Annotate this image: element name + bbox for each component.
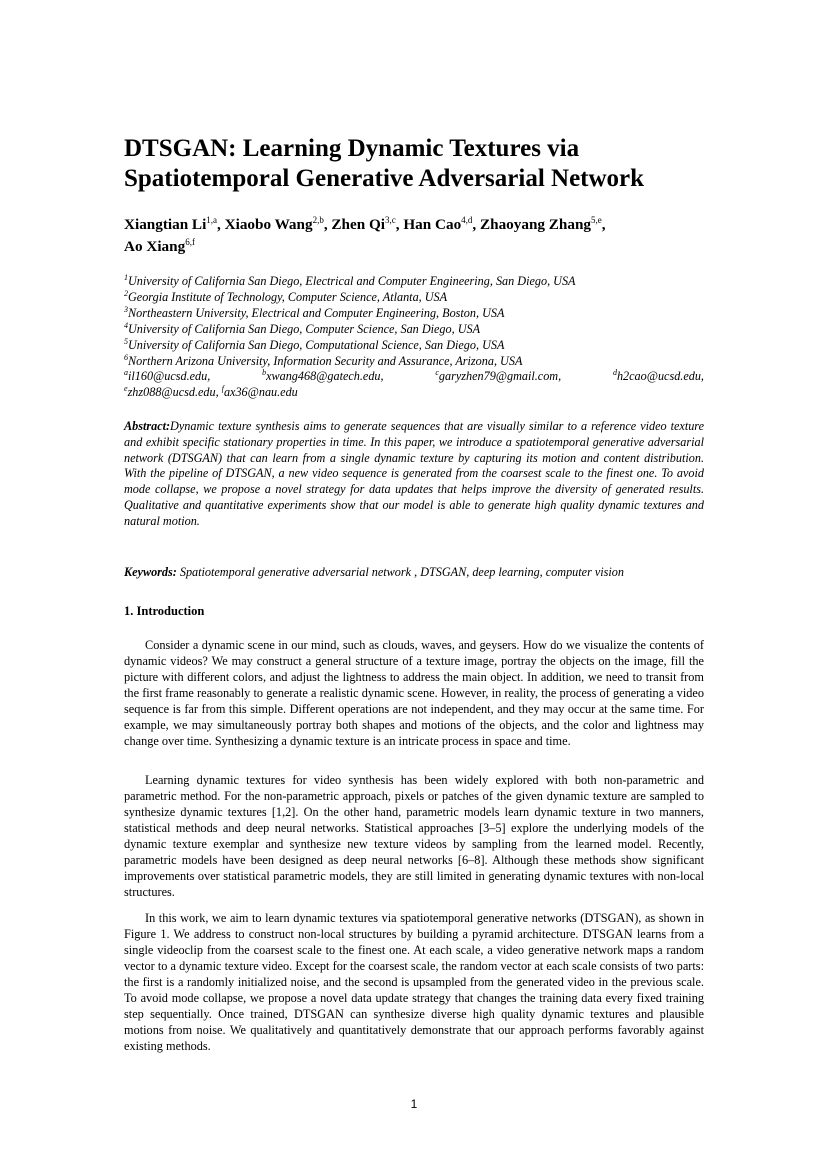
affiliation-text: Northern Arizona University, Information Security and Assurance, Arizona, USA	[128, 353, 523, 368]
author	[331, 216, 403, 233]
email-text: ax36@nau.edu	[223, 385, 298, 400]
keywords-label: Keywords:	[124, 565, 177, 579]
affiliation-text: University of California San Diego, Computational Science, San Diego, USA	[128, 337, 505, 352]
title-line-1: DTSGAN: Learning Dynamic Textures via	[124, 135, 580, 162]
affiliation-list	[124, 274, 714, 401]
author-sep: ,	[601, 216, 606, 233]
body-paragraph: In this work, we aim to learn dynamic textures via spatiotemporal generative networks (DTSGAN), as shown in Figure 1. We address to construct non-local structures by building a pyramid architecture. DTSGAN learns from a single videoclip from the coarsest scale to the finest one. At each scale, a video generative network maps a random vector to a dynamic texture video. Except for the coarsest scale, the random vector at each scale consists of two parts: the first is a randomly initialized noise, and the second is upsampled from the generated video in the previous scale. To avoid mode collapse, we propose a novel data update strategy that changes the training data every fixed training step sequentially. Once trained, DTSGAN can synthesize diverse high quality dynamic textures and plausible motions from noise. We qualitatively and quantitatively demonstrate that our approach performs favorably against existing methods.	[124, 911, 704, 1053]
email-text: zhz088@ucsd.edu,	[127, 385, 222, 400]
affiliation-sup: 4	[124, 320, 128, 330]
affiliation-item	[124, 306, 714, 322]
section-heading: 1. Introduction	[124, 604, 205, 618]
author	[403, 216, 480, 233]
title-line-2: Spatiotemporal Generative Adversarial Network	[124, 165, 645, 192]
affiliation-sup: 2	[124, 288, 128, 298]
email-text: xwang468@gatech.edu,	[266, 369, 384, 384]
affiliation-item	[124, 322, 714, 338]
email-item	[262, 369, 384, 385]
author-sep: ,	[217, 216, 225, 233]
author-sup: 1,a	[206, 215, 218, 225]
affiliation-item	[124, 338, 714, 354]
affiliation-text: Georgia Institute of Technology, Computer Science, Atlanta, USA	[128, 289, 448, 304]
body-paragraph: Learning dynamic textures for video synthesis has been widely explored with both non-parametric and parametric method. For the non-parametric approach, pixels or patches of the given dynamic texture are sampled to synthesize dynamic textures [1,2]. On the other hand, parametric models learn dynamic texture in two manners, statistical methods and deep neural networks. Statistical approaches [3–5] explore the underlying models of the dynamic texture exemplar and synthesize new texture videos by sampling from the learned model. Recently, parametric models have been designed as deep neural networks [6–8]. Although these methods show significant improvements over statistical parametric models, they are still limited in generating dynamic textures with non-local structures.	[124, 773, 704, 899]
email-row-1	[124, 369, 704, 385]
email-sup: f	[221, 384, 224, 394]
author	[480, 216, 606, 233]
body-paragraph: Consider a dynamic scene in our mind, such as clouds, waves, and geysers. How do we visualize the contents of dynamic videos? We may construct a general structure of a texture image, portray the objects on the image, fill the picture with different colors, and adjust the lightness to address the main object. In addition, we need to transit from the first frame reasonably to generate a realistic dynamic scene. However, in reality, the process of generating a video sequence is far from this simple. Different operations are not independent, and they may occur at the same time. For example, we may simultaneously portray both shapes and motions of the objects, and the color and lightness may change over time. Synthesizing a dynamic texture is an intricate process in space and time.	[124, 638, 704, 748]
author-name: Xiangtian Li	[124, 216, 207, 233]
keywords	[124, 564, 714, 580]
author-name: Ao Xiang	[124, 238, 186, 255]
author-sep: ,	[323, 216, 332, 233]
email-text: h2cao@ucsd.edu,	[616, 369, 704, 384]
author-sep: ,	[395, 216, 404, 233]
author	[124, 238, 195, 255]
affiliation-sup: 1	[124, 273, 128, 282]
email-item	[435, 369, 561, 385]
author-sep: ,	[472, 216, 481, 233]
abstract	[124, 419, 704, 530]
affiliation-text: University of California San Diego, Computer Science, San Diego, USA	[128, 321, 481, 336]
email-item	[124, 369, 210, 385]
email-row-2	[124, 385, 714, 401]
author-sup: 6,f	[185, 237, 195, 247]
affiliation-item	[124, 354, 714, 370]
author-sup: 4,d	[461, 215, 473, 225]
abstract-label: Abstract:	[124, 419, 171, 433]
affiliation-item	[124, 290, 714, 306]
affiliation-sup: 5	[124, 336, 128, 346]
author-sup: 3,c	[385, 215, 396, 225]
abstract-text: Dynamic texture synthesis aims to generate sequences that are visually similar to a reference video texture and exhibit specific stationary properties in time. In this paper, we introduce a spatiotemporal generative adversarial network (DTSGAN) that can learn from a single dynamic texture by capturing its motion and content distribution. With the pipeline of DTSGAN, a new video sequence is generated from the coarsest scale to the finest one. To avoid mode collapse, we propose a novel strategy for data updates that helps improve the diversity of generated results. Qualitative and quantitative experiments show that our model is able to generate high quality dynamic textures and natural motion.	[124, 419, 704, 528]
email-sup: c	[435, 368, 439, 378]
paper-title	[124, 134, 724, 194]
email-sup: e	[124, 384, 128, 394]
author-sup: 2,b	[312, 215, 324, 225]
email-sup: d	[612, 368, 617, 378]
author	[225, 216, 332, 233]
email-sup: b	[262, 368, 267, 378]
email-item	[613, 369, 704, 385]
affiliation-sup: 6	[124, 352, 128, 362]
affiliation-item	[124, 274, 714, 290]
author-name: Han Cao	[403, 216, 462, 233]
affiliation-text: Northeastern University, Electrical and Computer Engineering, Boston, USA	[128, 305, 505, 320]
author-name: Xiaobo Wang	[224, 216, 313, 233]
author-name: Zhaoyang Zhang	[480, 216, 592, 233]
affiliation-sup: 3	[124, 304, 128, 314]
author-name: Zhen Qi	[331, 216, 386, 233]
author-sup: 5,e	[591, 215, 602, 225]
page-number: 1	[410, 1097, 418, 1111]
author	[124, 216, 225, 233]
keywords-text: Spatiotemporal generative adversarial network , DTSGAN, deep learning, computer vision	[179, 565, 624, 579]
author-list	[124, 214, 724, 258]
email-text: garyzhen79@gmail.com,	[438, 369, 562, 384]
email-text: il160@ucsd.edu,	[128, 369, 211, 384]
email-sup: a	[124, 368, 128, 378]
affiliation-text: University of California San Diego, Electrical and Computer Engineering, San Diego, USA	[128, 274, 576, 288]
